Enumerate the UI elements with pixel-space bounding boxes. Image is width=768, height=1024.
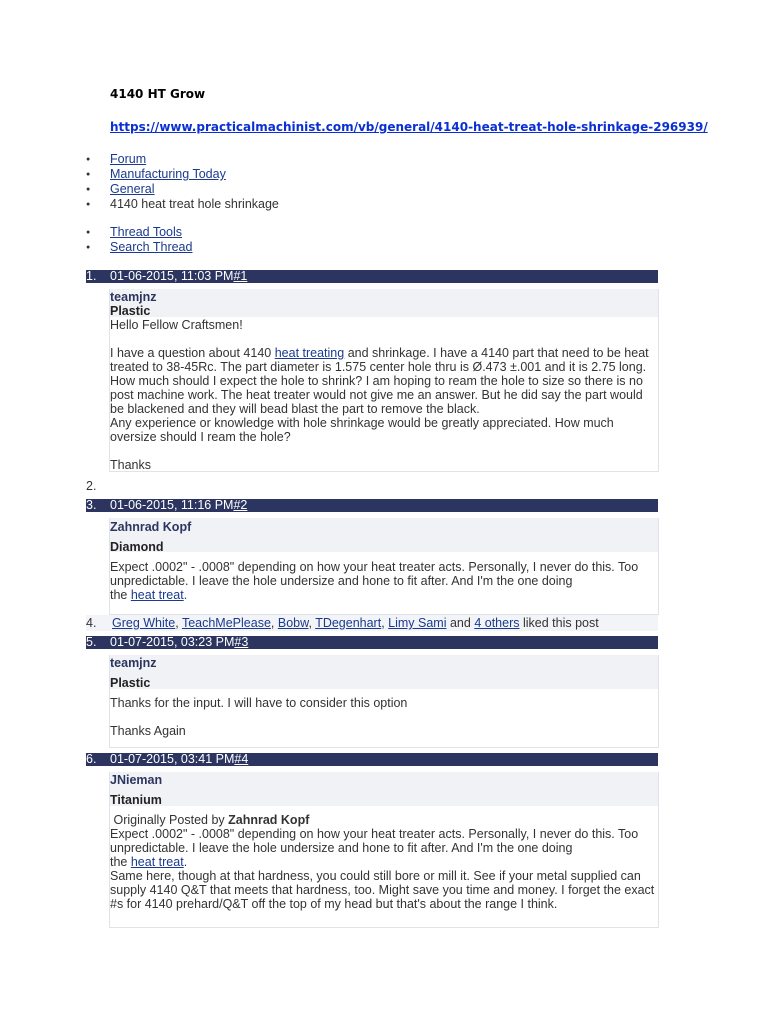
post-paragraph: Any experience or knowledge with hole shrinkage would be greatly appreciated. How much oversize should I ream the hole? bbox=[110, 416, 614, 444]
post-signoff: Thanks Again bbox=[110, 724, 186, 738]
username[interactable]: teamjnz bbox=[110, 290, 157, 304]
post-date: 01-07-2015, 03:23 PM#3 bbox=[110, 635, 249, 649]
liker-link[interactable]: Limy Sami bbox=[388, 616, 447, 630]
post-paragraph: I have a question about 4140 heat treating and shrinkage. I have a 4140 part that need to be heat treated to 38-45Rc. The part diameter is 1.575 center hole thru is Ø.473 ±.001 and it is 2.75 long. How much should I expect the hole to shrink? I am hoping to ream the hole to size so there is no post machine work. The heat treater would not give me an answer. But he did say the part would be blackened and they will bead blast the part to remove the black. bbox=[110, 346, 649, 416]
liker-link[interactable]: Bobw bbox=[277, 616, 309, 630]
breadcrumb-item[interactable] bbox=[86, 182, 279, 197]
post-number: 6. bbox=[86, 752, 97, 766]
post-header-bar bbox=[86, 753, 658, 766]
others-link[interactable]: 4 others bbox=[474, 616, 520, 630]
breadcrumb-manufacturing-link[interactable]: Manufacturing Today bbox=[110, 167, 226, 181]
document-title: 4140 HT Grow bbox=[110, 87, 206, 101]
likes-row bbox=[86, 615, 658, 631]
heat-treat-link[interactable]: heat treat bbox=[130, 588, 184, 602]
thread-tools-link[interactable]: Thread Tools bbox=[110, 225, 183, 239]
liker-link[interactable]: TDegenhart bbox=[315, 616, 382, 630]
breadcrumb-item[interactable] bbox=[86, 167, 279, 182]
likes-text: Greg White, TeachMePlease, Bobw, TDegenhart, Limy Sami and 4 others liked this post bbox=[112, 616, 599, 630]
post-number: 3. bbox=[86, 498, 97, 512]
post-paragraph: Expect .0002" - .0008" depending on how your heat treater acts. Personally, I never do this. Too unpredictable. I leave the hole undersize and hone to fit after. And I'm the one doing bbox=[110, 560, 639, 588]
username[interactable]: teamjnz bbox=[110, 656, 157, 670]
post-paragraph: Thanks for the input. I will have to consider this option bbox=[110, 696, 408, 710]
post-paragraph: Same here, though at that hardness, you could still bore or mill it. See if your metal supplied can supply 4140 Q&T that meets that hardness, too. Might save you time and money. I forget the exact #s for 4140 prehard/Q&T off the top of my head but that's about the range I think. bbox=[110, 869, 655, 911]
row-number: 2. bbox=[86, 479, 97, 493]
post-header-bar bbox=[86, 499, 658, 512]
post-date: 01-06-2015, 11:16 PM#2 bbox=[110, 498, 248, 512]
user-rank: Plastic bbox=[110, 304, 151, 318]
thread-tools-item[interactable] bbox=[86, 225, 192, 240]
breadcrumb-general-link[interactable]: General bbox=[110, 182, 155, 196]
post-body bbox=[110, 696, 658, 738]
liker-link[interactable]: Greg White bbox=[112, 616, 176, 630]
post-permalink[interactable]: #4 bbox=[234, 752, 249, 766]
user-rank: Titanium bbox=[110, 793, 162, 807]
breadcrumb bbox=[86, 152, 279, 212]
post-body bbox=[110, 560, 658, 602]
post-greeting: Hello Fellow Craftsmen! bbox=[110, 318, 243, 332]
heat-treat-link[interactable]: heat treat bbox=[130, 855, 184, 869]
post-permalink[interactable]: #2 bbox=[233, 498, 248, 512]
heat-treating-link[interactable]: heat treating bbox=[274, 346, 345, 360]
user-rank: Diamond bbox=[110, 540, 164, 554]
post-permalink[interactable]: #1 bbox=[233, 269, 248, 283]
username[interactable]: JNieman bbox=[110, 773, 163, 787]
search-thread-link[interactable]: Search Thread bbox=[110, 240, 193, 254]
liker-link[interactable]: TeachMePlease bbox=[181, 616, 271, 630]
breadcrumb-forum-link[interactable]: Forum bbox=[110, 152, 147, 166]
quote-text: Expect .0002" - .0008" depending on how your heat treater acts. Personally, I never do this. Too unpredictable. I leave the hole undersize and hone to fit after. And I'm the one doing bbox=[110, 827, 639, 855]
post-date: 01-07-2015, 03:41 PM#4 bbox=[110, 752, 249, 766]
quote-text: the heat treat. bbox=[110, 855, 188, 869]
quote-author: Zahnrad Kopf bbox=[228, 813, 310, 827]
post-number: 1. bbox=[86, 269, 97, 283]
post-body bbox=[110, 813, 658, 911]
search-thread-item[interactable] bbox=[86, 240, 192, 255]
post-body bbox=[110, 318, 658, 472]
post-date: 01-06-2015, 11:03 PM#1 bbox=[110, 269, 248, 283]
username[interactable]: Zahnrad Kopf bbox=[110, 520, 192, 534]
post-header-bar bbox=[86, 270, 658, 283]
breadcrumb-item[interactable] bbox=[86, 152, 279, 167]
source-url-link[interactable]: https://www.practicalmachinist.com/vb/general/4140-heat-treat-hole-shrinkage-296939/ bbox=[110, 120, 708, 134]
post-permalink[interactable]: #3 bbox=[234, 635, 249, 649]
post-header-bar bbox=[86, 636, 658, 649]
post-paragraph: the heat treat. bbox=[110, 588, 188, 602]
user-rank: Plastic bbox=[110, 676, 151, 690]
post-number: 5. bbox=[86, 635, 97, 649]
quote-header: Originally Posted by Zahnrad Kopf bbox=[113, 813, 310, 827]
row-number: 4. bbox=[86, 616, 97, 630]
post-signoff: Thanks bbox=[110, 458, 151, 472]
breadcrumb-current: ● 4140 heat treat hole shrinkage bbox=[86, 197, 279, 212]
thread-tools-list bbox=[86, 225, 192, 255]
